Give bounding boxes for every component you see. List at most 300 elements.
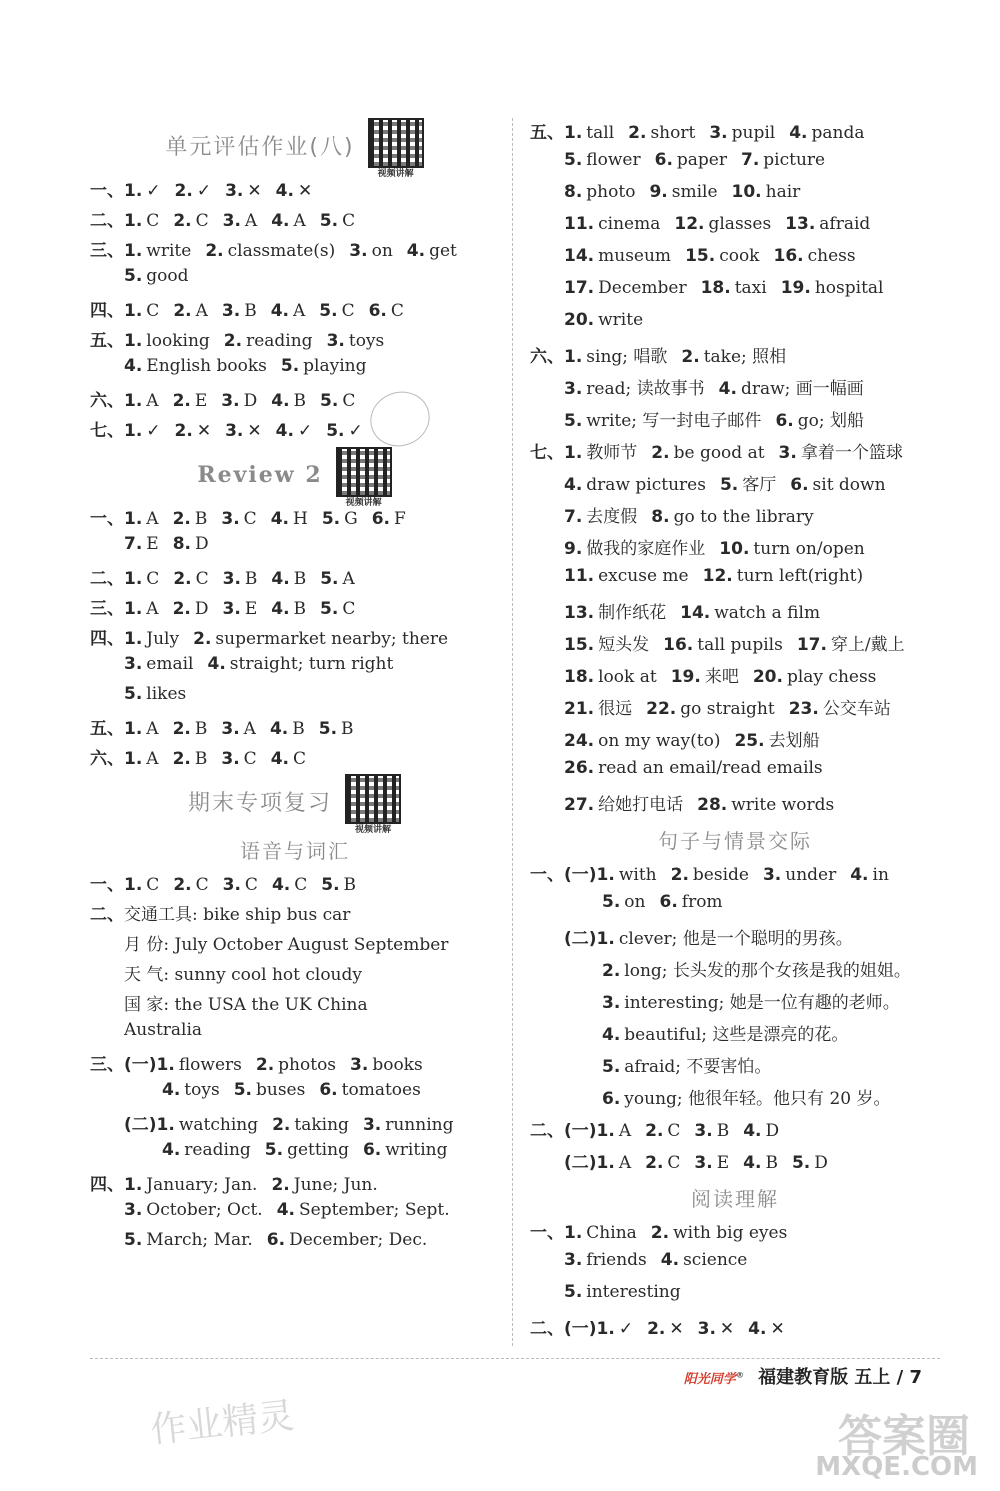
- answer-item: [124, 301, 159, 321]
- answer-number: 25.: [734, 731, 765, 751]
- answer-row: [90, 1200, 500, 1230]
- answer-number: 2.: [172, 509, 191, 529]
- qr-code[interactable]: [335, 447, 393, 509]
- question-group-label: 五、: [530, 123, 564, 143]
- answer-text: be good at: [673, 443, 765, 463]
- qr-code[interactable]: [367, 118, 425, 180]
- answer-text: F: [394, 509, 406, 529]
- answer-text: D: [765, 1121, 780, 1141]
- answer-item: [564, 182, 635, 202]
- answer-text: B: [716, 1121, 730, 1141]
- answer-item: [564, 150, 641, 170]
- answer-text: with big eyes: [673, 1223, 788, 1243]
- answer-number: 2.: [255, 1055, 275, 1075]
- answer-text: take; 照相: [703, 347, 787, 367]
- answer-text: sit down: [812, 475, 886, 495]
- answer-item: [789, 123, 864, 143]
- answer-number: 7.: [124, 534, 143, 554]
- answer-number: 5.: [564, 1282, 583, 1302]
- answer-text: B: [194, 749, 208, 769]
- answer-text: C: [294, 875, 308, 895]
- answer-item: [173, 534, 209, 554]
- answer-row: [530, 1052, 940, 1084]
- answer-text: turn on/open: [753, 539, 865, 559]
- answer-text: C: [195, 569, 209, 589]
- answer-number: 2.: [193, 629, 212, 649]
- answer-number: 5.: [564, 411, 583, 431]
- answer-number: 3.: [762, 865, 782, 885]
- answer-item: [124, 990, 368, 1015]
- answer-number: 4.: [276, 1200, 296, 1220]
- answer-number: 1.: [564, 347, 583, 367]
- answer-item: [651, 507, 813, 527]
- answer-item: [173, 719, 208, 739]
- answer-row: [90, 900, 500, 930]
- answer-text: 交通工具: bike ship bus car: [124, 905, 351, 925]
- answer-item: [173, 569, 208, 589]
- answer-item: [602, 1020, 848, 1045]
- answer-item: [124, 266, 189, 286]
- answer-text: short: [650, 123, 696, 143]
- answer-number: 2.: [173, 875, 192, 895]
- answer-text: A: [146, 749, 159, 769]
- answer-number: 1.: [124, 181, 143, 201]
- answer-item: [124, 211, 159, 231]
- answer-row: [530, 1250, 940, 1282]
- answer-text: B: [343, 875, 357, 895]
- answer-number: 5.: [318, 719, 338, 739]
- answer-row: [530, 502, 940, 534]
- answer-number: 4.: [564, 475, 583, 495]
- answer-number: 3.: [221, 391, 240, 411]
- question-group-label: 四、: [90, 301, 124, 321]
- answer-text: C: [243, 509, 257, 529]
- answer-text: email: [146, 654, 194, 674]
- answer-item: [271, 391, 306, 411]
- answer-item: [748, 1319, 785, 1339]
- answer-text: December; Dec.: [289, 1230, 428, 1250]
- answer-text: buses: [256, 1080, 306, 1100]
- answer-item: [564, 342, 667, 367]
- answer-item: [319, 1080, 420, 1100]
- answer-row: [530, 630, 940, 662]
- answer-number: 11.: [564, 214, 595, 234]
- answer-item: [124, 1230, 253, 1250]
- answer-item: [792, 1153, 828, 1173]
- answer-text: C: [146, 569, 160, 589]
- answer-number: 4.: [270, 509, 289, 529]
- answer-row: [90, 266, 500, 296]
- answer-text: 国 家: the USA the UK China: [124, 995, 368, 1015]
- answer-number: 5.: [319, 301, 338, 321]
- answer-number: 3.: [225, 181, 244, 201]
- answer-row: [530, 246, 940, 278]
- answer-number: 2.: [205, 241, 224, 261]
- answer-number: 5.: [124, 684, 143, 704]
- answer-row: [90, 416, 500, 446]
- answer-number: 4.: [660, 1250, 680, 1270]
- answer-item: [649, 182, 717, 202]
- answer-number: 14.: [680, 603, 711, 623]
- answer-number: 5.: [321, 875, 340, 895]
- answer-number: 3.: [222, 875, 241, 895]
- answer-number: 5.: [564, 150, 583, 170]
- answer-number: 8.: [172, 534, 192, 554]
- question-group-label: 一、: [90, 509, 124, 529]
- answer-text: cook: [719, 246, 760, 266]
- answer-text: play chess: [786, 667, 877, 687]
- answer-number: 4.: [271, 569, 290, 589]
- answer-item: [320, 569, 355, 589]
- answer-item: [225, 181, 262, 201]
- answer-text: D: [194, 599, 209, 619]
- answer-row: [530, 374, 940, 406]
- answer-item: [564, 598, 666, 623]
- answer-row: [530, 118, 940, 150]
- answer-item: [281, 356, 367, 376]
- answer-number: 3.: [221, 509, 240, 529]
- answer-item: [564, 667, 657, 687]
- answer-item: [564, 278, 687, 298]
- answer-row: [530, 662, 940, 694]
- answer-text: July: [146, 629, 180, 649]
- answer-text: 天 气: sunny cool hot cloudy: [124, 965, 362, 985]
- answer-text: tall pupils: [697, 635, 783, 655]
- answer-number: 4.: [602, 1025, 621, 1045]
- answer-row: [90, 176, 500, 206]
- answer-number: 1.: [124, 421, 143, 441]
- answer-text: getting: [287, 1140, 349, 1160]
- answer-text: on: [624, 892, 646, 912]
- answer-text: go to the library: [673, 507, 814, 527]
- answer-item: [276, 181, 313, 201]
- answer-number: 1.: [124, 749, 143, 769]
- question-group-label: 三、: [90, 241, 124, 261]
- answer-text: D: [195, 534, 209, 554]
- question-group-label: 六、: [90, 391, 124, 411]
- answer-item: [124, 1110, 258, 1135]
- answer-number: 7.: [564, 507, 583, 527]
- answer-text: write words: [731, 795, 835, 815]
- answer-text: excuse me: [598, 566, 689, 586]
- answer-number: 12.: [702, 566, 733, 586]
- answer-item: [732, 182, 801, 202]
- answer-number: 6.: [368, 301, 387, 321]
- answer-number: 10.: [719, 539, 750, 559]
- answer-item: [564, 438, 637, 463]
- answer-item: [564, 475, 706, 495]
- answer-number: 2.: [628, 123, 647, 143]
- answer-text: C: [195, 875, 209, 895]
- answer-row: [530, 892, 940, 924]
- answer-item: [685, 246, 759, 266]
- qr-caption: 视频讲解: [345, 497, 382, 508]
- answer-item: [671, 662, 739, 687]
- answer-item: [223, 569, 258, 589]
- answer-text: B: [293, 391, 307, 411]
- answer-number: 2.: [174, 421, 193, 441]
- answer-row: [90, 534, 500, 564]
- answer-row: [90, 714, 500, 744]
- answer-item: [661, 1250, 748, 1270]
- answer-text: January; Jan.: [146, 1175, 258, 1195]
- answer-row: [90, 1140, 500, 1170]
- answer-number: 2.: [602, 961, 621, 981]
- answer-text: museum: [598, 246, 672, 266]
- answer-text: B: [292, 719, 305, 739]
- answer-item: [124, 960, 362, 985]
- answer-item: [256, 1055, 336, 1075]
- answer-item: [350, 1055, 423, 1075]
- answer-number: 20.: [752, 667, 783, 687]
- answer-item: [564, 374, 705, 399]
- answer-item: [564, 1223, 637, 1243]
- question-group-label: 四、: [90, 1175, 124, 1195]
- question-group-label: 六、: [530, 347, 564, 367]
- answer-text: D: [814, 1153, 828, 1173]
- answer-text: China: [586, 1223, 637, 1243]
- answer-item: [564, 1148, 631, 1173]
- answer-text: B: [194, 719, 208, 739]
- answer-item: [564, 790, 683, 815]
- section-title-block: [90, 774, 500, 835]
- answer-number: 19.: [670, 667, 701, 687]
- answer-text: panda: [811, 123, 865, 143]
- answer-text: ✕: [247, 181, 262, 201]
- answer-item: [320, 211, 355, 231]
- answer-row: [90, 684, 500, 714]
- watermark-url: MXQE.COM: [815, 1452, 978, 1482]
- answer-number: 5.: [320, 391, 339, 411]
- answer-text: E: [716, 1153, 730, 1173]
- answer-item: [651, 443, 764, 463]
- answer-number: 5.: [320, 569, 339, 589]
- answer-text: 教师节: [586, 443, 638, 463]
- answer-row: [90, 1230, 500, 1260]
- answer-item: [223, 599, 258, 619]
- answer-text: C: [342, 599, 356, 619]
- answer-number: 3.: [350, 1055, 369, 1075]
- answer-number: 10.: [731, 182, 762, 202]
- column-divider: [512, 118, 513, 1346]
- answer-item: [602, 1052, 771, 1077]
- answer-number: 11.: [564, 566, 595, 586]
- answer-number: (一)1.: [564, 1121, 615, 1141]
- qr-code-icon: [336, 447, 392, 497]
- answer-text: H: [292, 509, 308, 529]
- answer-text: March; Mar.: [146, 1230, 253, 1250]
- answer-number: 5.: [602, 1057, 621, 1077]
- answer-number: 3.: [222, 569, 241, 589]
- answer-item: [645, 1153, 680, 1173]
- question-group-label: 三、: [90, 599, 124, 619]
- answer-item: [234, 1080, 306, 1100]
- answer-number: 2.: [645, 1153, 664, 1173]
- answer-row: [530, 1148, 940, 1180]
- answer-number: 24.: [564, 731, 595, 751]
- answer-item: [564, 214, 660, 234]
- answer-number: 5.: [326, 421, 345, 441]
- answer-item: [602, 892, 645, 912]
- answer-text: A: [146, 391, 159, 411]
- answer-number: 18.: [564, 667, 595, 687]
- answer-row: [90, 564, 500, 594]
- answer-text: 穿上/戴上: [830, 635, 905, 655]
- answer-number: 5.: [320, 599, 339, 619]
- answer-text: D: [243, 391, 258, 411]
- answer-row: [530, 566, 940, 598]
- answer-row: [530, 956, 940, 988]
- answer-text: A: [292, 301, 306, 321]
- answer-item: [372, 509, 406, 529]
- answer-item: [674, 214, 771, 234]
- answer-number: 2.: [172, 391, 191, 411]
- answer-row: [90, 960, 500, 990]
- answer-text: 很远: [598, 699, 633, 719]
- page-footer: [684, 1363, 922, 1389]
- answer-number: 15.: [685, 246, 716, 266]
- answer-number: 6.: [659, 892, 678, 912]
- answer-number: 4.: [789, 123, 808, 143]
- subsection-title: 阅读理解: [691, 1187, 779, 1211]
- answer-text: with: [618, 865, 657, 885]
- answer-item: [763, 865, 836, 885]
- answer-text: C: [146, 301, 160, 321]
- answer-text: 短头发: [598, 635, 650, 655]
- answer-item: [319, 719, 354, 739]
- answer-number: 3.: [564, 1250, 583, 1270]
- answer-number: 4.: [718, 379, 737, 399]
- answer-number: 4.: [162, 1140, 181, 1160]
- answer-text: ✓: [618, 1319, 634, 1339]
- answer-row: [90, 1050, 500, 1080]
- answer-text: June; Jun.: [293, 1175, 378, 1195]
- question-group-label: 一、: [90, 875, 124, 895]
- answer-item: [671, 865, 749, 885]
- qr-code-icon: [368, 118, 424, 168]
- answer-row: [90, 654, 500, 684]
- answer-number: 19.: [780, 278, 811, 298]
- question-group-label: 二、: [90, 905, 124, 925]
- answer-item: [124, 654, 194, 674]
- answer-number: 1.: [124, 301, 143, 321]
- answer-item: [221, 749, 256, 769]
- answer-text: supermarket nearby; there: [215, 629, 449, 649]
- answer-text: ✓: [196, 181, 212, 201]
- answer-item: [327, 331, 385, 351]
- subsection-title-block: [530, 1180, 940, 1218]
- answer-item: [222, 301, 257, 321]
- answer-number: 6.: [654, 150, 673, 170]
- answer-row: [530, 470, 940, 502]
- left-column: [90, 118, 500, 1260]
- answer-item: [785, 214, 870, 234]
- answer-item: [265, 1140, 349, 1160]
- answer-number: 3.: [362, 1115, 382, 1135]
- answer-text: chess: [807, 246, 856, 266]
- answer-row: [530, 1282, 940, 1314]
- answer-item: [271, 749, 306, 769]
- answer-number: (一)1.: [124, 1055, 175, 1075]
- answer-item: [173, 599, 209, 619]
- answer-item: [162, 1140, 251, 1160]
- answer-number: 26.: [564, 758, 595, 778]
- answer-number: 2.: [223, 331, 243, 351]
- answer-row: [530, 598, 940, 630]
- answer-number: 3.: [602, 993, 621, 1013]
- answer-text: ✕: [719, 1319, 735, 1339]
- answer-number: 2.: [651, 443, 670, 463]
- answer-text: ✓: [146, 421, 161, 441]
- answer-item: [221, 719, 256, 739]
- answer-number: 4.: [207, 654, 226, 674]
- answer-item: [124, 875, 159, 895]
- answer-row: [530, 534, 940, 566]
- answer-item: [694, 1121, 729, 1141]
- answer-text: smile: [671, 182, 718, 202]
- question-group-label: 一、: [90, 181, 124, 201]
- answer-text: ✕: [196, 421, 212, 441]
- answer-item: [276, 421, 313, 441]
- answer-item: [173, 749, 208, 769]
- answer-item: [694, 1153, 729, 1173]
- answer-item: [719, 374, 864, 399]
- section-title-block: [90, 118, 500, 179]
- answer-text: C: [667, 1153, 681, 1173]
- answer-text: December: [598, 278, 687, 298]
- answer-text: A: [618, 1121, 632, 1141]
- answer-text: picture: [763, 150, 826, 170]
- answer-item: [790, 475, 885, 495]
- answer-text: reading: [246, 331, 313, 351]
- answer-number: 3.: [697, 1319, 716, 1339]
- answer-number: 4.: [743, 1121, 762, 1141]
- answer-number: 3.: [221, 749, 240, 769]
- question-group-label: 四、: [90, 629, 124, 649]
- answer-item: [124, 1175, 257, 1195]
- answer-text: B: [194, 509, 208, 529]
- answer-text: write: [598, 310, 644, 330]
- answer-number: 14.: [564, 246, 595, 266]
- answer-number: 2.: [174, 181, 193, 201]
- qr-code[interactable]: [344, 774, 402, 836]
- brand-logo: 阳光同学®: [683, 1370, 744, 1387]
- answer-item: [681, 342, 786, 367]
- answer-text: writing: [385, 1140, 448, 1160]
- answer-text: friends: [586, 1250, 647, 1270]
- answer-number: 3.: [222, 599, 241, 619]
- answer-text: beautiful; 这些是漂亮的花。: [624, 1025, 849, 1045]
- answer-row: [90, 356, 500, 386]
- answer-text: tall: [586, 123, 615, 143]
- answer-text: ✕: [297, 181, 313, 201]
- answer-text: B: [293, 599, 307, 619]
- answer-item: [124, 900, 350, 925]
- answer-number: 23.: [788, 699, 819, 719]
- answer-item: [124, 391, 159, 411]
- answer-number: 5.: [264, 1140, 284, 1160]
- answer-text: good: [146, 266, 189, 286]
- answer-number: 4.: [743, 1153, 762, 1173]
- answer-number: 1.: [124, 331, 143, 351]
- answer-number: 1.: [564, 1223, 583, 1243]
- answer-row: [530, 758, 940, 790]
- answer-text: flowers: [178, 1055, 242, 1075]
- answer-number: 18.: [700, 278, 731, 298]
- answer-item: [647, 1319, 684, 1339]
- answer-number: 5.: [602, 892, 621, 912]
- answer-number: 2.: [173, 211, 192, 231]
